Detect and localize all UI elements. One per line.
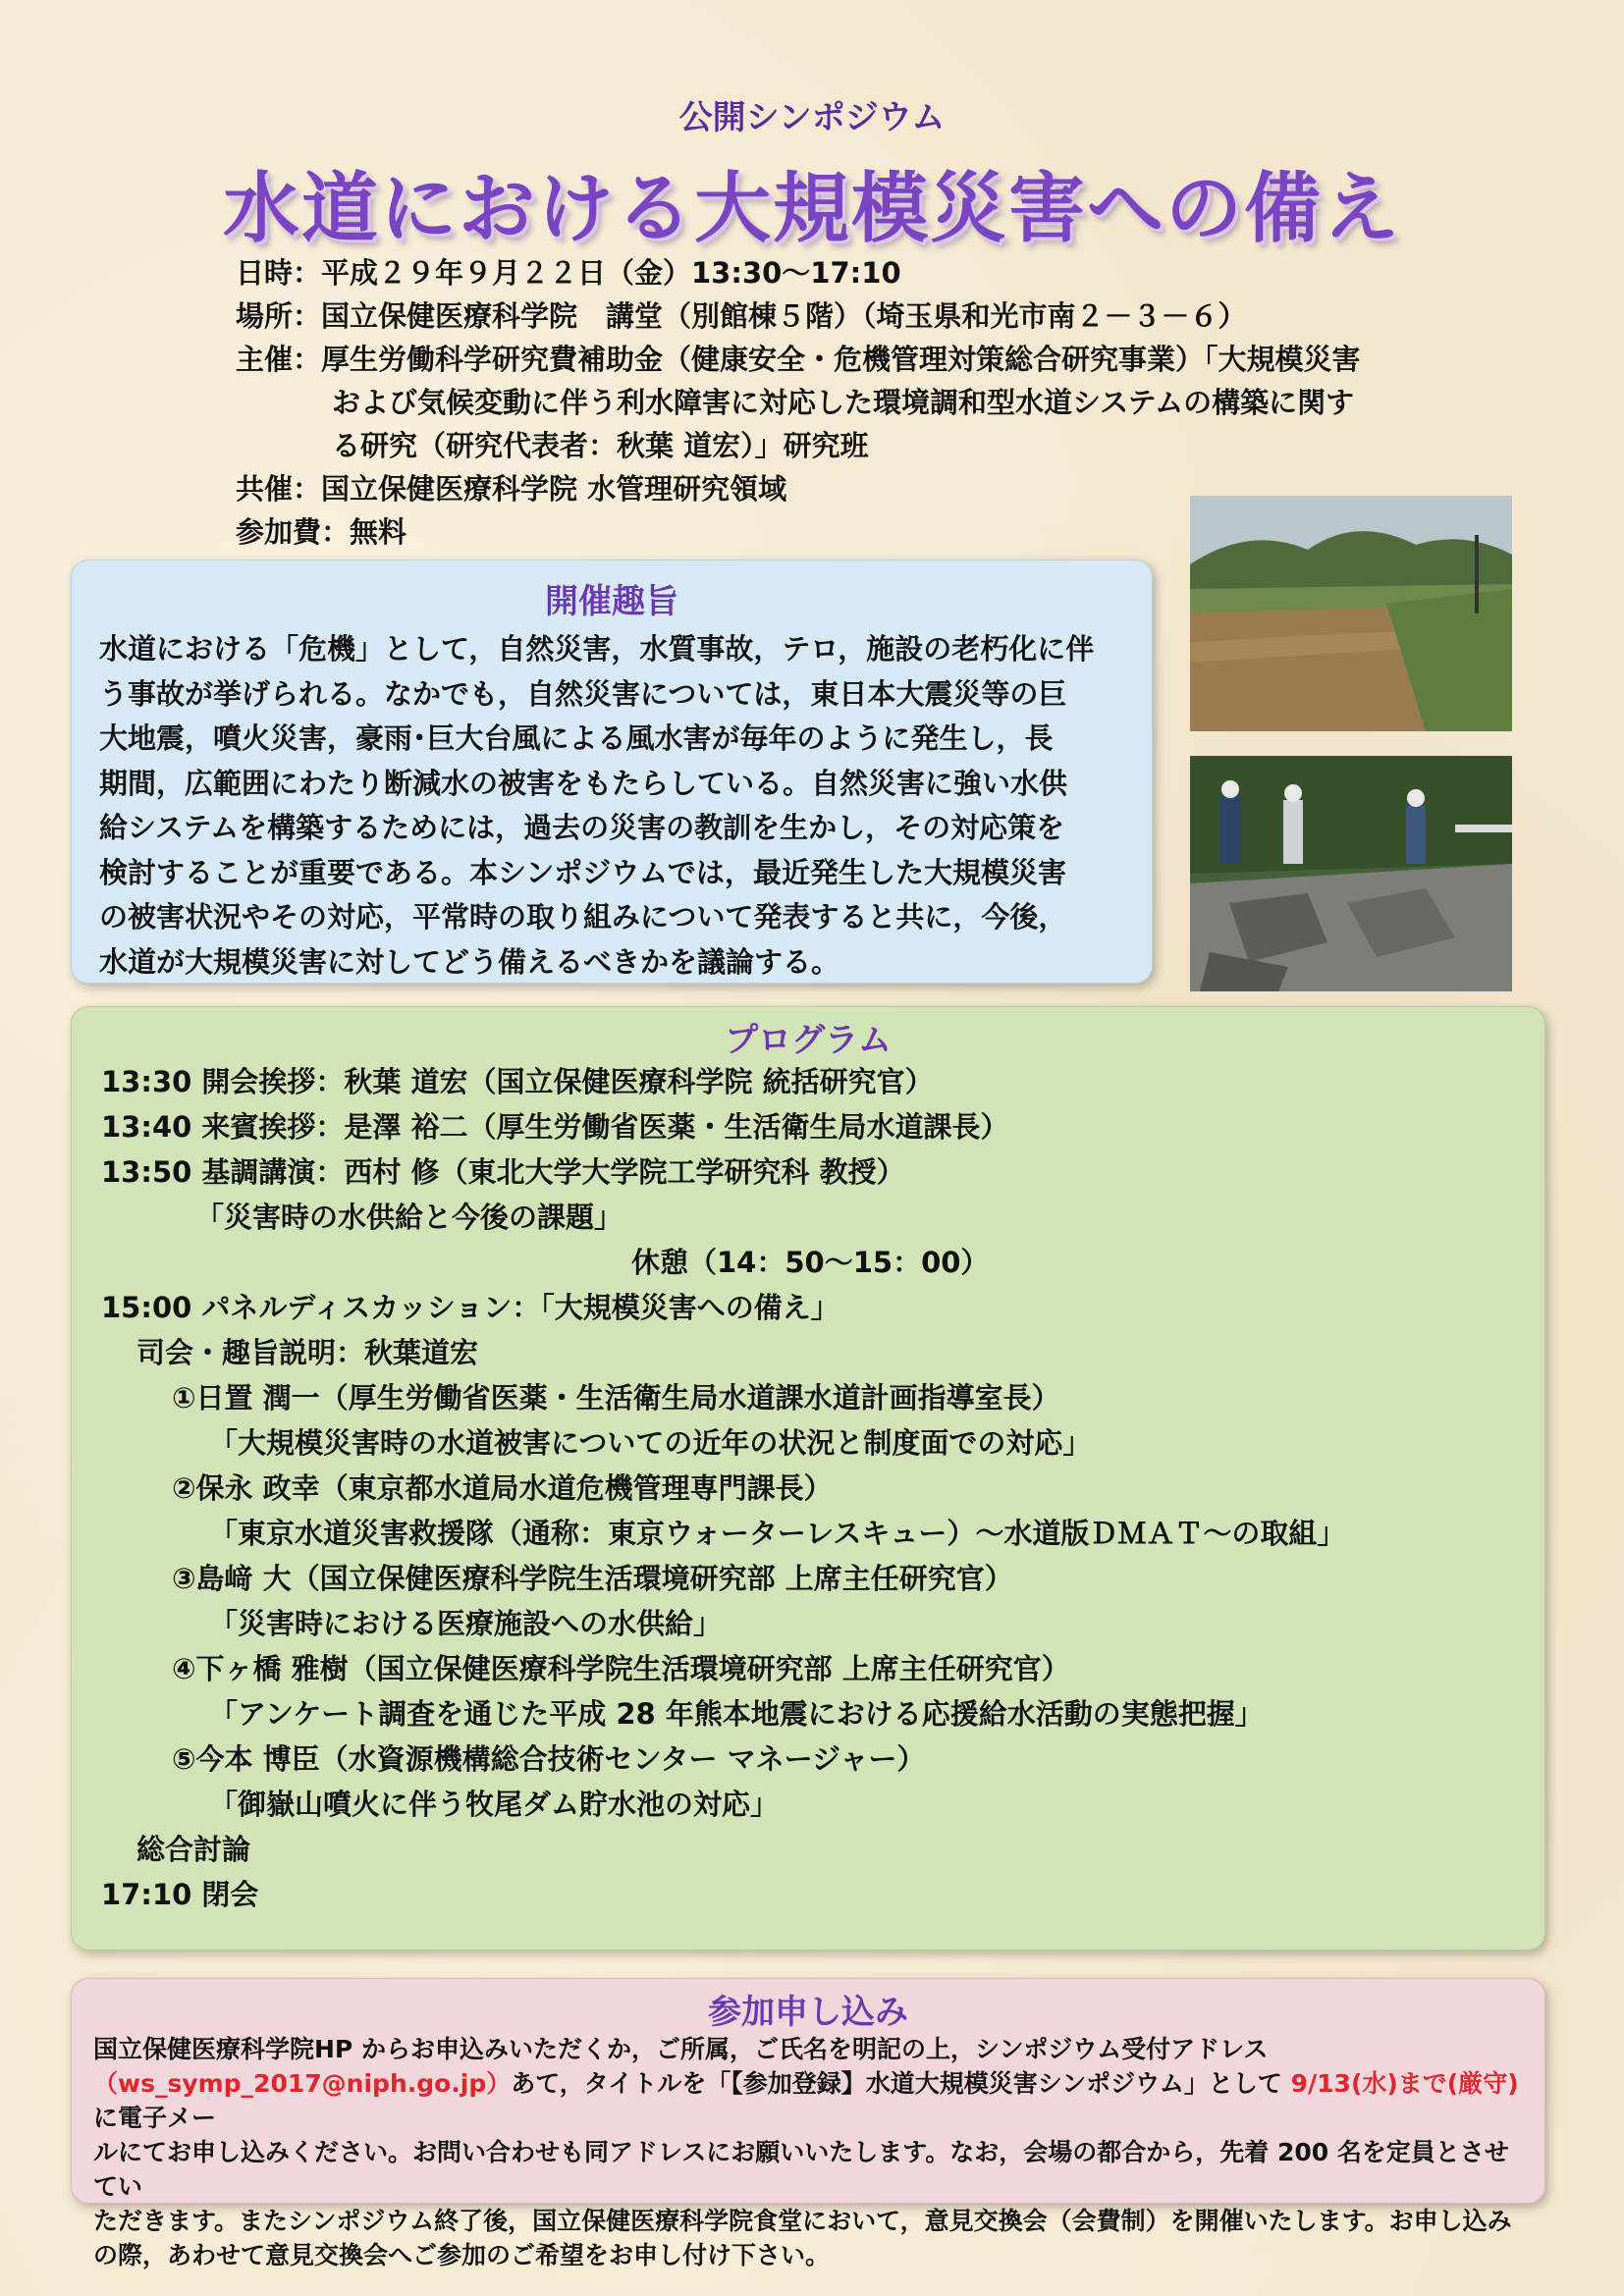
purpose-section — [71, 560, 1153, 984]
event-type-label: 公開シンポジウム — [678, 98, 946, 137]
program-item-moderator: 司会・趣旨説明：秋葉道宏 — [136, 1336, 479, 1369]
deadline-text: 9/13(水)まで(厳守) — [1290, 2069, 1519, 2098]
purpose-text — [99, 627, 1130, 985]
program-heading: プログラム — [725, 1021, 892, 1060]
info-co-host: 共催：国立保健医療科学院 水管理研究領域 — [236, 472, 787, 506]
purpose-line: の被害状況やその対応，平常時の取り組みについて発表すると共に，今後， — [99, 900, 1067, 934]
purpose-line: 水道が大規模災害に対してどう備えるべきかを議論する。 — [99, 944, 840, 979]
program-item-panelist: ④下ヶ橋 雅樹（国立保健医療科学院生活環境研究部 上席主任研究官） — [172, 1652, 1070, 1685]
application-line: 国立保健医療科学院HP からお申込みいただくか，ご所属，ご氏名を明記の上，シンポジウム受付アドレス — [93, 2035, 1269, 2063]
purpose-line: 水道における「危機」として，自然災害，水質事故，テロ，施設の老朽化に伴 — [99, 632, 1095, 666]
application-line-part: に電子メー — [93, 2104, 217, 2132]
application-line-part: あて，タイトルを「【参加登録】水道大規模災害シンポジウム」として — [511, 2069, 1291, 2098]
earthquake-damage-photo — [1190, 756, 1512, 991]
program-item-break: 休憩（14：50～15：00） — [631, 1246, 990, 1279]
program-item-guest: 13:40 来賓挨拶：是澤 裕二（厚生労働省医薬・生活衛生局水道課長） — [101, 1110, 1009, 1144]
program-item-panelist-title: 「アンケート調査を通じた平成 28 年熊本地震における応援給水活動の実態把握」 — [209, 1697, 1264, 1731]
program-item-discussion: 総合討論 — [136, 1833, 251, 1866]
program-item-panelist: ②保永 政幸（東京都水道局水道危機管理専門課長） — [172, 1471, 833, 1505]
application-line: の際，あわせて意見交換会へご参加のご希望をお申し付け下さい。 — [93, 2241, 831, 2269]
purpose-heading: 開催趣旨 — [545, 582, 678, 621]
program-item-closing: 17:10 閉会 — [101, 1878, 259, 1911]
application-heading: 参加申し込み — [708, 1993, 908, 2032]
application-line: ルにてお申し込みください。お問い合わせも同アドレスにお願いいたします。なお，会場の都合から，先着 200 名を定員とさせてい — [93, 2138, 1509, 2201]
application-section — [71, 1978, 1545, 2269]
purpose-line: う事故が挙げられる。なかでも，自然災害については，東日本大震災等の巨 — [99, 676, 1067, 711]
program-item-panelist: ①日置 潤一（厚生労働省医薬・生活衛生局水道課水道計画指導室長） — [172, 1381, 1060, 1415]
program-item-panelist-title: 「御嶽山噴火に伴う牧尾ダム貯水池の対応」 — [209, 1788, 780, 1821]
purpose-line: 期間，広範囲にわたり断減水の被害をもたらしている。自然災害に強い水供 — [99, 766, 1068, 800]
program-item-keynote-title: 「災害時の水供給と今後の課題」 — [195, 1201, 623, 1234]
page-title: 水道における大規模災害への備え — [222, 165, 1401, 253]
program-item-opening: 13:30 開会挨拶：秋葉 道宏（国立保健医療科学院 統括研究官） — [101, 1065, 934, 1098]
program-item-panelist: ⑤今本 博臣（水資源機構総合技術センター マネージャー） — [172, 1742, 926, 1776]
program-item-keynote: 13:50 基調講演：西村 修（東北大学大学院工学研究科 教授） — [101, 1155, 905, 1189]
email-address-link[interactable]: （ws_symp_2017@niph.go.jp） — [93, 2069, 512, 2098]
info-place: 場所：国立保健医療科学院 講堂（別館棟５階）（埼玉県和光市南２－３－６） — [236, 299, 1247, 333]
purpose-line: 大地震，噴火災害，豪雨･巨大台風による風水害が毎年のように発生し，長 — [99, 721, 1054, 755]
info-organizer: 主催：厚生労働科学研究費補助金（健康安全・危機管理対策総合研究事業）「大規模災害 — [236, 343, 1361, 376]
program-item-panelist-title: 「災害時における医療施設への水供給」 — [209, 1607, 723, 1640]
info-organizer-cont-1: および気候変動に伴う利水障害に対応した環境調和型水道システムの構築に関す — [332, 386, 1355, 419]
purpose-line: 給システムを構築するためには，過去の災害の教訓を生かし，その対応策を — [99, 811, 1065, 844]
program-item-panelist-title: 「大規模災害時の水道被害についての近年の状況と制度面での対応」 — [209, 1426, 1092, 1460]
application-line — [93, 2066, 1527, 2135]
info-date: 日時：平成２９年９月２２日（金）13:30～17:10 — [236, 256, 901, 290]
info-fee: 参加費：無料 — [236, 515, 407, 549]
purpose-line: 検討することが重要である。本シンポジウムでは，最近発生した大規模災害 — [99, 855, 1066, 889]
program-section — [71, 1006, 1545, 1950]
program-item-panelist: ③島﨑 大（国立保健医療科学院生活環境研究部 上席主任研究官） — [172, 1562, 1013, 1595]
info-organizer-cont-2: る研究（研究代表者：秋葉 道宏）」研究班 — [332, 429, 869, 462]
program-item-panelist-title: 「東京水道災害救援隊（通称：東京ウォーターレスキュー）～水道版ＤＭＡＴ～の取組」 — [209, 1517, 1346, 1550]
application-line: ただきます。またシンポジウム終了後，国立保健医療科学院食堂において，意見交換会（会費制）を開催いたします。お申し込み — [93, 2207, 1512, 2235]
program-item-panel: 15:00 パネルディスカッション：「大規模災害への備え」 — [101, 1291, 839, 1324]
flood-river-photo — [1190, 496, 1512, 731]
application-text — [93, 2032, 1527, 2272]
